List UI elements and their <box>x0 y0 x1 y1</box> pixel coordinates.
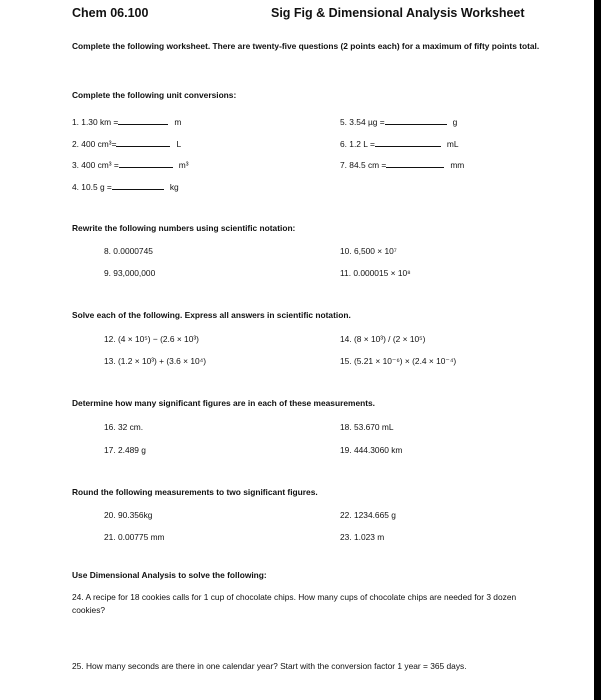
worksheet-title: Sig Fig & Dimensional Analysis Worksheet <box>271 6 525 20</box>
answer-blank[interactable] <box>375 138 441 147</box>
question-25: 25. How many seconds are there in one calendar year? Start with the conversion factor 1 year = 365 days. <box>72 661 467 671</box>
question-3: 3. 400 cm³ = m³ <box>72 160 189 170</box>
answer-blank[interactable] <box>118 116 168 125</box>
question-19: 19. 444.3060 km <box>340 445 403 455</box>
question-21: 21. 0.00775 mm <box>104 532 165 542</box>
question-2: 2. 400 cm³= L <box>72 139 182 149</box>
answer-blank[interactable] <box>112 181 164 190</box>
answer-blank[interactable] <box>386 159 444 168</box>
instructions: Complete the following worksheet. There are twenty-five questions (2 points each) for a maximum of fifty points total. <box>72 41 540 51</box>
section-heading-solve: Solve each of the following. Express all answers in scientific notation. <box>72 310 351 320</box>
question-9: 9. 93,000,000 <box>104 268 156 278</box>
question-16: 16. 32 cm. <box>104 422 144 432</box>
question-5: 5. 3.54 µg = g <box>340 117 458 127</box>
question-13: 13. (1.2 × 10³) + (3.6 × 10⁴) <box>104 356 207 366</box>
question-4: 4. 10.5 g = kg <box>72 182 179 192</box>
header <box>72 6 587 22</box>
answer-blank[interactable] <box>116 138 170 147</box>
answer-blank[interactable] <box>385 116 447 125</box>
question-11: 11. 0.000015 × 10⁸ <box>340 268 411 278</box>
page-edge-bar <box>594 0 601 700</box>
section-heading-scientific: Rewrite the following numbers using scientific notation: <box>72 223 296 233</box>
question-6: 6. 1.2 L = mL <box>340 139 459 149</box>
section-heading-conversions: Complete the following unit conversions: <box>72 90 237 100</box>
question-14: 14. (8 × 10³) / (2 × 10⁵) <box>340 334 426 344</box>
section-heading-sigfigs: Determine how many significant figures are in each of these measurements. <box>72 398 375 408</box>
question-23: 23. 1.023 m <box>340 532 385 542</box>
question-1: 1. 1.30 km = m <box>72 117 182 127</box>
question-24: 24. A recipe for 18 cookies calls for 1 cup of chocolate chips. How many cups of chocolate chips are needed for 3 dozen cookies? <box>72 592 517 615</box>
question-8: 8. 0.0000745 <box>104 246 153 256</box>
section-heading-round: Round the following measurements to two significant figures. <box>72 487 318 497</box>
question-17: 17. 2.489 g <box>104 445 146 455</box>
question-15: 15. (5.21 × 10⁻⁶) × (2.4 × 10⁻⁴) <box>340 356 457 366</box>
question-7: 7. 84.5 cm = mm <box>340 160 465 170</box>
course-code: Chem 06.100 <box>72 6 149 20</box>
question-22: 22. 1234.665 g <box>340 510 396 520</box>
question-20: 20. 90.356kg <box>104 510 153 520</box>
question-18: 18. 53.670 mL <box>340 422 394 432</box>
answer-blank[interactable] <box>119 159 173 168</box>
question-10: 10. 6,500 × 10⁷ <box>340 246 397 256</box>
question-12: 12. (4 × 10⁵) − (2.6 × 10³) <box>104 334 199 344</box>
section-heading-dimensional: Use Dimensional Analysis to solve the following: <box>72 570 267 580</box>
